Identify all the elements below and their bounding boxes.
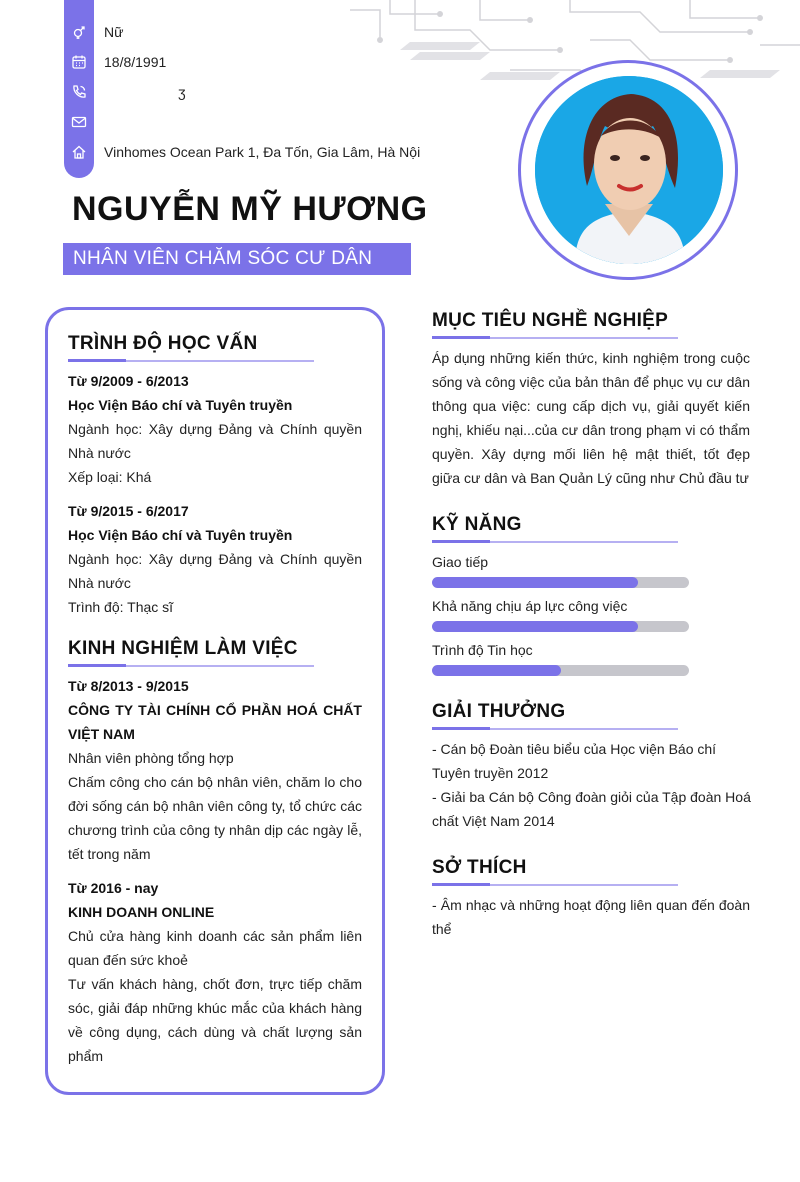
gender-text: Nữ <box>104 24 124 40</box>
avatar <box>535 76 723 264</box>
contact-phone <box>64 77 186 107</box>
edu-1-major: Ngành học: Xây dựng Đảng và Chính quyền Nhà nước <box>68 421 362 461</box>
contact-address <box>64 137 420 167</box>
awards-title: GIẢI THƯỞNG <box>432 701 566 722</box>
edu-2-note: Trình độ: Thạc sĩ <box>68 599 174 615</box>
skill-1-bar <box>432 577 689 588</box>
award-item-1: - Cán bộ Đoàn tiêu biểu của Học viện Báo chí Tuyên truyền 2012 <box>432 741 717 781</box>
education-underline <box>68 359 126 362</box>
exp-1-desc: Chấm công cho cán bộ nhân viên, chăm lo cho đời sống cán bộ nhân viên công ty, tổ chức các chương trình của công ty nhân dịp các ngày lễ, tết trong năm <box>68 774 362 862</box>
experience-underline <box>68 664 126 667</box>
exp-1-role: Nhân viên phòng tổng hợp <box>68 750 234 766</box>
gender-icon <box>64 24 94 40</box>
skill-3-fill <box>432 665 561 676</box>
skill-2-bar <box>432 621 689 632</box>
experience-underline-light <box>126 665 314 667</box>
calendar-icon <box>64 54 94 70</box>
hobbies-underline-light <box>490 884 678 886</box>
exp-2-company: KINH DOANH ONLINE <box>68 904 215 920</box>
phone-icon <box>64 84 94 100</box>
edu-1-note: Xếp loại: Khá <box>68 469 152 485</box>
contact-birthdate <box>64 47 166 77</box>
objective-underline <box>432 336 490 339</box>
exp-1-company: CÔNG TY TÀI CHÍNH CỔ PHẦN HOÁ CHẤT VIỆT NAM <box>68 702 362 742</box>
edu-2-period: Từ 9/2015 - 6/2017 <box>68 503 189 519</box>
edu-1-school: Học Viện Báo chí và Tuyên truyền <box>68 397 293 413</box>
exp-2-desc: Tư vấn khách hàng, chốt đơn, trực tiếp chăm sóc, giải đáp những khúc mắc của khách hàng về công dụng, cách dùng và chất lượng sản phẩm <box>68 976 362 1064</box>
exp-2-period: Từ 2016 - nay <box>68 880 159 896</box>
skill-2-fill <box>432 621 638 632</box>
awards-underline <box>432 727 490 730</box>
skills-title: KỸ NĂNG <box>432 514 522 535</box>
experience-title: KINH NGHIỆM LÀM VIỆC <box>68 638 298 659</box>
phone-text: ʒ <box>178 84 186 100</box>
exp-2-role: Chủ cửa hàng kinh doanh các sản phẩm liên quan đến sức khoẻ <box>68 928 362 968</box>
exp-1-period: Từ 8/2013 - 9/2015 <box>68 678 189 694</box>
edu-2-school: Học Viện Báo chí và Tuyên truyền <box>68 527 293 543</box>
edu-2-major: Ngành học: Xây dựng Đảng và Chính quyền Nhà nước <box>68 551 362 591</box>
job-title: NHÂN VIÊN CHĂM SÓC CƯ DÂN <box>63 243 411 275</box>
birthdate-text: 18/8/1991 <box>104 54 167 70</box>
skill-1-label: Giao tiếp <box>432 554 489 570</box>
skill-3-bar <box>432 665 689 676</box>
contact-email <box>64 107 104 137</box>
awards-underline-light <box>490 728 678 730</box>
skill-1-fill <box>432 577 638 588</box>
skills-underline-light <box>490 541 678 543</box>
skill-2-label: Khả năng chịu áp lực công việc <box>432 598 628 614</box>
objective-text: Áp dụng những kiến thức, kinh nghiệm trong cuộc sống và công việc của bản thân để phục vụ cư dân thông qua việc: cung cấp dịch vụ, giải quyết kiến nghị, khiếu nại...của cư dân trong phạm vi có thẩm quyền. Xây dựng mối liên hệ mật thiết, tốt đẹp giữa cư dân và Ban Quản Lý cũng như Chủ đầu tư <box>432 350 750 486</box>
hobby-item-1: - Âm nhạc và những hoạt động liên quan đến đoàn thể <box>432 897 750 937</box>
award-item-2: - Giải ba Cán bộ Công đoàn giỏi của Tập đoàn Hoá chất Việt Nam 2014 <box>432 789 751 829</box>
hobbies-title: SỞ THÍCH <box>432 857 527 878</box>
edu-1-period: Từ 9/2009 - 6/2013 <box>68 373 189 389</box>
education-underline-light <box>126 360 314 362</box>
skill-3-label: Trình độ Tin học <box>432 642 533 658</box>
contact-gender <box>64 17 123 47</box>
skills-underline <box>432 540 490 543</box>
education-title: TRÌNH ĐỘ HỌC VẤN <box>68 333 258 354</box>
objective-underline-light <box>490 337 678 339</box>
hobbies-underline <box>432 883 490 886</box>
objective-title: MỤC TIÊU NGHỀ NGHIỆP <box>432 310 669 331</box>
address-text: Vinhomes Ocean Park 1, Đa Tốn, Gia Lâm, Hà Nội <box>104 144 421 160</box>
home-icon <box>64 144 94 160</box>
candidate-name: NGUYỄN MỸ HƯƠNG <box>72 190 428 228</box>
mail-icon <box>64 114 94 130</box>
